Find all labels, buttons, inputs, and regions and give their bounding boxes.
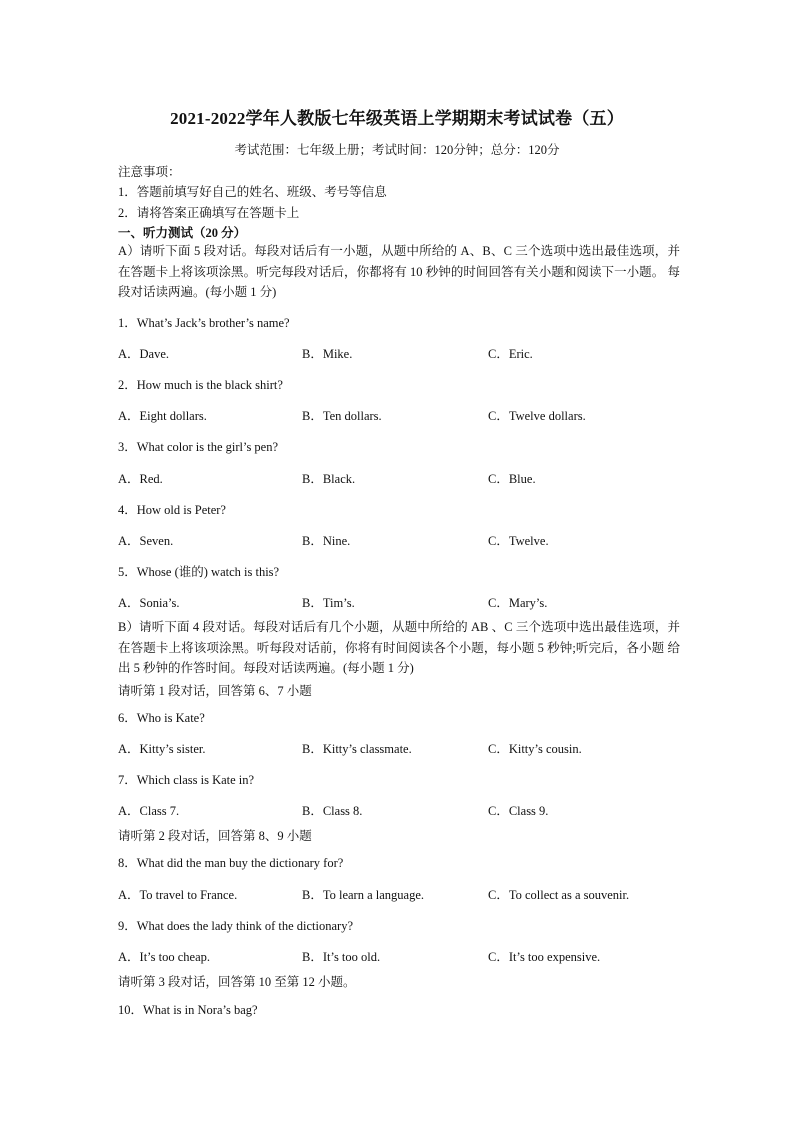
option-5c: C．Mary’s. xyxy=(488,596,548,610)
exam-info: 考试范围：七年级上册；考试时间：120分钟；总分：120分 xyxy=(234,143,560,157)
option-3a: A．Red. xyxy=(118,472,163,486)
option-6b: B．Kitty’s classmate. xyxy=(302,742,412,756)
option-8a: A．To travel to France. xyxy=(118,888,238,902)
option-4b: B．Nine. xyxy=(302,534,351,548)
option-7a: A．Class 7. xyxy=(118,804,180,818)
question-2: 2．How much is the black shirt? xyxy=(118,378,283,392)
dialog-1-instructions: 请听第 1 段对话，回答第 6、7 小题 xyxy=(118,684,312,698)
option-5a: A．Sonia’s. xyxy=(118,596,180,610)
note-item-1: 1．答题前填写好自己的姓名、班级、考号等信息 xyxy=(118,185,387,199)
question-9: 9．What does the lady think of the dictionary? xyxy=(118,919,354,933)
option-6a: A．Kitty’s sister. xyxy=(118,742,206,756)
dialog-3-instructions: 请听第 3 段对话，回答第 10 至第 12 小题。 xyxy=(118,975,356,989)
note-item-2: 2．请将答案正确填写在答题卡上 xyxy=(118,206,300,220)
notes-heading: 注意事项： xyxy=(118,165,181,179)
option-9b: B．It’s too old. xyxy=(302,950,381,964)
option-2a: A．Eight dollars. xyxy=(118,409,207,423)
option-7b: B．Class 8. xyxy=(302,804,363,818)
option-4c: C．Twelve. xyxy=(488,534,549,548)
option-1b: B．Mike. xyxy=(302,347,353,361)
option-9a: A．It’s too cheap. xyxy=(118,950,210,964)
option-3b: B．Black. xyxy=(302,472,356,486)
option-5b: B．Tim’s. xyxy=(302,596,355,610)
option-2c: C．Twelve dollars. xyxy=(488,409,586,423)
question-8: 8．What did the man buy the dictionary for? xyxy=(118,856,344,870)
option-7c: C．Class 9. xyxy=(488,804,549,818)
section-heading: 一、听力测试（20 分） xyxy=(118,226,247,240)
option-3c: C．Blue. xyxy=(488,472,536,486)
question-5: 5．Whose (谁的) watch is this? xyxy=(118,565,280,579)
option-8b: B．To learn a language. xyxy=(302,888,424,902)
part-a-instructions: A）请听下面 5 段对话。每段对话后有一小题，从题中所给的 A、B、C 三个选项中选出最佳选项，并 在答题卡上将该项涂黑。听完每段对话后，你都将有 10 秒钟的时间回答有关小题和阅读下一小题。 每段对话读两遍。(每小题 1 分) xyxy=(118,244,680,299)
question-3: 3．What color is the girl’s pen? xyxy=(118,440,279,454)
option-4a: A．Seven. xyxy=(118,534,174,548)
option-8c: C．To collect as a souvenir. xyxy=(488,888,630,902)
option-1c: C．Eric. xyxy=(488,347,533,361)
option-9c: C．It’s too expensive. xyxy=(488,950,601,964)
option-2b: B．Ten dollars. xyxy=(302,409,382,423)
page-title: 2021-2022学年人教版七年级英语上学期期末考试试卷（五） xyxy=(170,109,624,128)
part-b-instructions: B）请听下面 4 段对话。每段对话后有几个小题，从题中所给的 AB 、C 三个选项中选出最佳选项，并 在答题卡上将该项涂黑。听每段对话前，你将有时间阅读各个小题，每小题 5 秒钟;听完后，各小题 给出 5 秒钟的作答时间。每段对话读两遍。(每小题 1 分) xyxy=(118,620,680,675)
question-6: 6．Who is Kate? xyxy=(118,711,205,725)
option-6c: C．Kitty’s cousin. xyxy=(488,742,582,756)
question-10: 10．What is in Nora’s bag? xyxy=(118,1003,258,1017)
question-7: 7．Which class is Kate in? xyxy=(118,773,255,787)
question-4: 4．How old is Peter? xyxy=(118,503,226,517)
dialog-2-instructions: 请听第 2 段对话，回答第 8、9 小题 xyxy=(118,829,312,843)
question-1: 1．What’s Jack’s brother’s name? xyxy=(118,316,290,330)
option-1a: A．Dave. xyxy=(118,347,170,361)
